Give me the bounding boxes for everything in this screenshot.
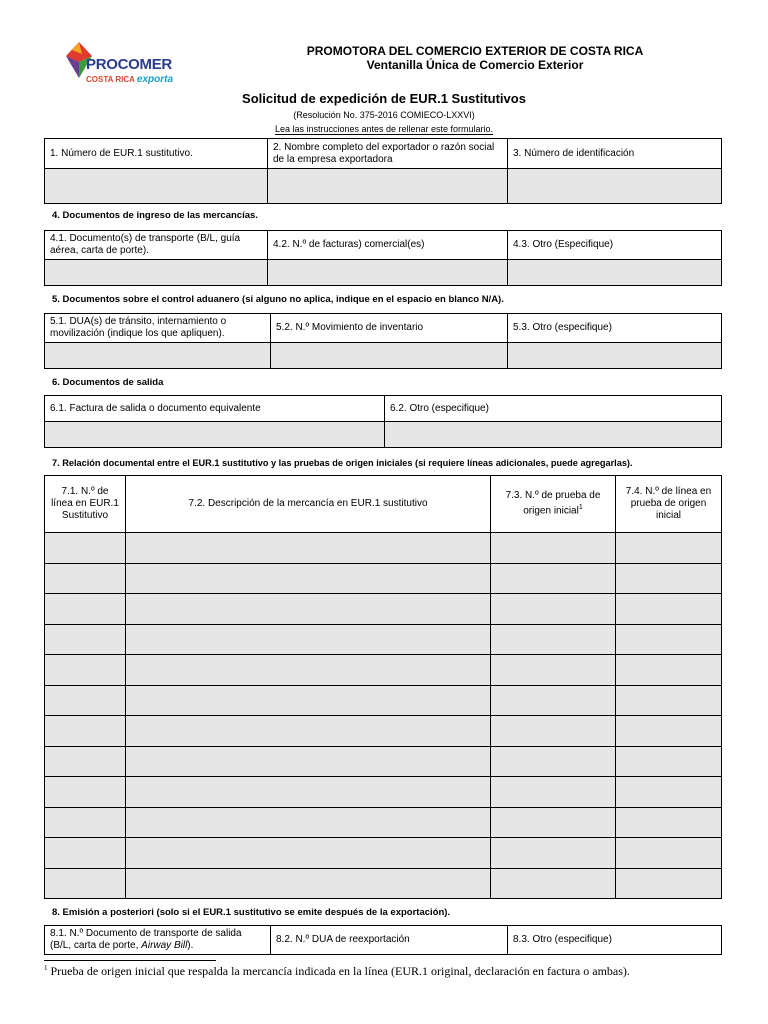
cell-input[interactable] [616, 563, 722, 594]
field-label-5-1: 5.1. DUA(s) de tránsito, internamiento o movilización (indique los que apliquen). [45, 314, 271, 343]
cell-input[interactable] [126, 533, 491, 564]
cell-input[interactable] [45, 838, 126, 869]
label-8-1-airway: Airway Bill [141, 940, 188, 951]
footnote [44, 964, 630, 979]
label-8-1-c: ). [187, 940, 194, 951]
cell-input[interactable] [491, 746, 616, 777]
table-section-4 [44, 230, 722, 286]
cell-input[interactable] [126, 685, 491, 716]
table-row [45, 624, 722, 655]
header-unit: Ventanilla Única de Comercio Exterior [366, 58, 584, 72]
field-label-4-1: 4.1. Documento(s) de transporte (B/L, guía aérea, carta de porte). [45, 231, 268, 260]
input-exporter-name[interactable] [268, 169, 508, 204]
table-row [45, 868, 722, 899]
field-label-8-1 [45, 926, 271, 955]
cell-input[interactable] [616, 594, 722, 625]
cell-input[interactable] [45, 655, 126, 686]
cell-input[interactable] [491, 624, 616, 655]
footnote-ref: 1 [578, 504, 583, 512]
table-row [45, 777, 722, 808]
table-row [45, 685, 722, 716]
cell-input[interactable] [491, 838, 616, 869]
table-row [45, 533, 722, 564]
field-label-5-3: 5.3. Otro (especifique) [508, 314, 722, 343]
instructions-link: Lea las instrucciones antes de rellenar este formulario. [274, 124, 494, 134]
origin-proof-label: 7.3. N.º de prueba de origen inicial [505, 490, 601, 517]
logo-tagline [86, 74, 173, 85]
column-header-origin-proof [491, 476, 616, 533]
input-other-6[interactable] [385, 422, 722, 448]
cell-input[interactable] [491, 807, 616, 838]
cell-input[interactable] [126, 594, 491, 625]
table-section-5 [44, 313, 722, 369]
cell-input[interactable] [616, 716, 722, 747]
cell-input[interactable] [616, 807, 722, 838]
footnote-divider [44, 960, 216, 961]
cell-input[interactable] [126, 807, 491, 838]
input-exit-invoice[interactable] [45, 422, 385, 448]
cell-input[interactable] [45, 777, 126, 808]
cell-input[interactable] [126, 716, 491, 747]
table-row [45, 594, 722, 625]
field-label-8-3: 8.3. Otro (especifique) [508, 926, 722, 955]
cell-input[interactable] [126, 838, 491, 869]
table-row [45, 838, 722, 869]
field-label-3: 3. Número de identificación [508, 139, 722, 169]
column-header-origin-line: 7.4. N.º de línea en prueba de origen inicial [616, 476, 722, 533]
input-identification[interactable] [508, 169, 722, 204]
cell-input[interactable] [126, 777, 491, 808]
cell-input[interactable] [45, 716, 126, 747]
field-label-6-1: 6.1. Factura de salida o documento equivalente [45, 396, 385, 422]
input-eur1-number[interactable] [45, 169, 268, 204]
footnote-mark: 1 [44, 964, 48, 972]
table-section-8 [44, 925, 722, 955]
form-title: Solicitud de expedición de EUR.1 Sustitutivos [242, 91, 526, 106]
footnote-text: Prueba de origen inicial que respalda la mercancía indicada en la línea (EUR.1 original, declaración en factura o ambas). [47, 964, 630, 978]
cell-input[interactable] [491, 685, 616, 716]
cell-input[interactable] [491, 655, 616, 686]
logo-country: COSTA RICA [86, 75, 135, 84]
input-other-5[interactable] [508, 343, 722, 369]
input-inventory-movement[interactable] [271, 343, 508, 369]
cell-input[interactable] [616, 655, 722, 686]
cell-input[interactable] [491, 563, 616, 594]
cell-input[interactable] [616, 838, 722, 869]
table-row [45, 655, 722, 686]
cell-input[interactable] [45, 685, 126, 716]
table-section-7 [44, 475, 722, 899]
label-8-1-a: 8.1. N.º Documento de transporte de salida (B/L, carta de porte, [50, 928, 242, 951]
field-label-8-2: 8.2. N.º DUA de reexportación [271, 926, 508, 955]
table-row [45, 746, 722, 777]
cell-input[interactable] [45, 624, 126, 655]
cell-input[interactable] [45, 563, 126, 594]
section-4-heading: 4. Documentos de ingreso de las mercancías. [52, 210, 258, 221]
column-header-description: 7.2. Descripción de la mercancía en EUR.1 sustitutivo [126, 476, 491, 533]
input-invoices[interactable] [268, 260, 508, 286]
input-other-4[interactable] [508, 260, 722, 286]
cell-input[interactable] [616, 746, 722, 777]
cell-input[interactable] [616, 868, 722, 899]
section-8-heading: 8. Emisión a posteriori (solo si el EUR.1 sustitutivo se emite después de la exportación). [52, 907, 451, 918]
cell-input[interactable] [491, 868, 616, 899]
cell-input[interactable] [45, 868, 126, 899]
cell-input[interactable] [616, 685, 722, 716]
cell-input[interactable] [45, 807, 126, 838]
field-label-1: 1. Número de EUR.1 sustitutivo. [45, 139, 268, 169]
section-6-heading: 6. Documentos de salida [52, 377, 164, 388]
section-7-heading: 7. Relación documental entre el EUR.1 sustitutivo y las pruebas de origen iniciales (si requiere líneas adicionales, puede agregarlas). [52, 458, 633, 468]
table-row [45, 563, 722, 594]
header-org: PROMOTORA DEL COMERCIO EXTERIOR DE COSTA RICA [306, 44, 644, 58]
column-header-line-number: 7.1. N.º de línea en EUR.1 Sustitutivo [45, 476, 126, 533]
cell-input[interactable] [491, 777, 616, 808]
section-5-heading: 5. Documentos sobre el control aduanero (si alguno no aplica, indique en el espacio en blanco N/A). [52, 294, 504, 305]
table-row [45, 716, 722, 747]
form-resolution: (Resolución No. 375-2016 COMIECO-LXXVI) [293, 110, 475, 120]
form-instructions [0, 124, 768, 134]
field-label-4-2: 4.2. N.º de facturas) comercial(es) [268, 231, 508, 260]
cell-input[interactable] [616, 624, 722, 655]
input-dua-transit[interactable] [45, 343, 271, 369]
procomer-logo [62, 36, 182, 86]
cell-input[interactable] [126, 655, 491, 686]
field-label-5-2: 5.2. N.º Movimiento de inventario [271, 314, 508, 343]
cell-input[interactable] [616, 533, 722, 564]
field-label-6-2: 6.2. Otro (especifique) [385, 396, 722, 422]
table-row [45, 807, 722, 838]
table-section-1 [44, 138, 722, 204]
field-label-4-3: 4.3. Otro (Especifique) [508, 231, 722, 260]
cell-input[interactable] [126, 868, 491, 899]
logo-exporta: exporta [136, 74, 174, 85]
cell-input[interactable] [126, 563, 491, 594]
logo-name: PROCOMER [86, 56, 172, 73]
cell-input[interactable] [126, 746, 491, 777]
cell-input[interactable] [491, 716, 616, 747]
input-transport-doc[interactable] [45, 260, 268, 286]
cell-input[interactable] [491, 594, 616, 625]
field-label-2: 2. Nombre completo del exportador o razón social de la empresa exportadora [268, 139, 508, 169]
cell-input[interactable] [491, 533, 616, 564]
cell-input[interactable] [45, 746, 126, 777]
cell-input[interactable] [45, 533, 126, 564]
cell-input[interactable] [616, 777, 722, 808]
cell-input[interactable] [126, 624, 491, 655]
table-section-6 [44, 395, 722, 448]
cell-input[interactable] [45, 594, 126, 625]
